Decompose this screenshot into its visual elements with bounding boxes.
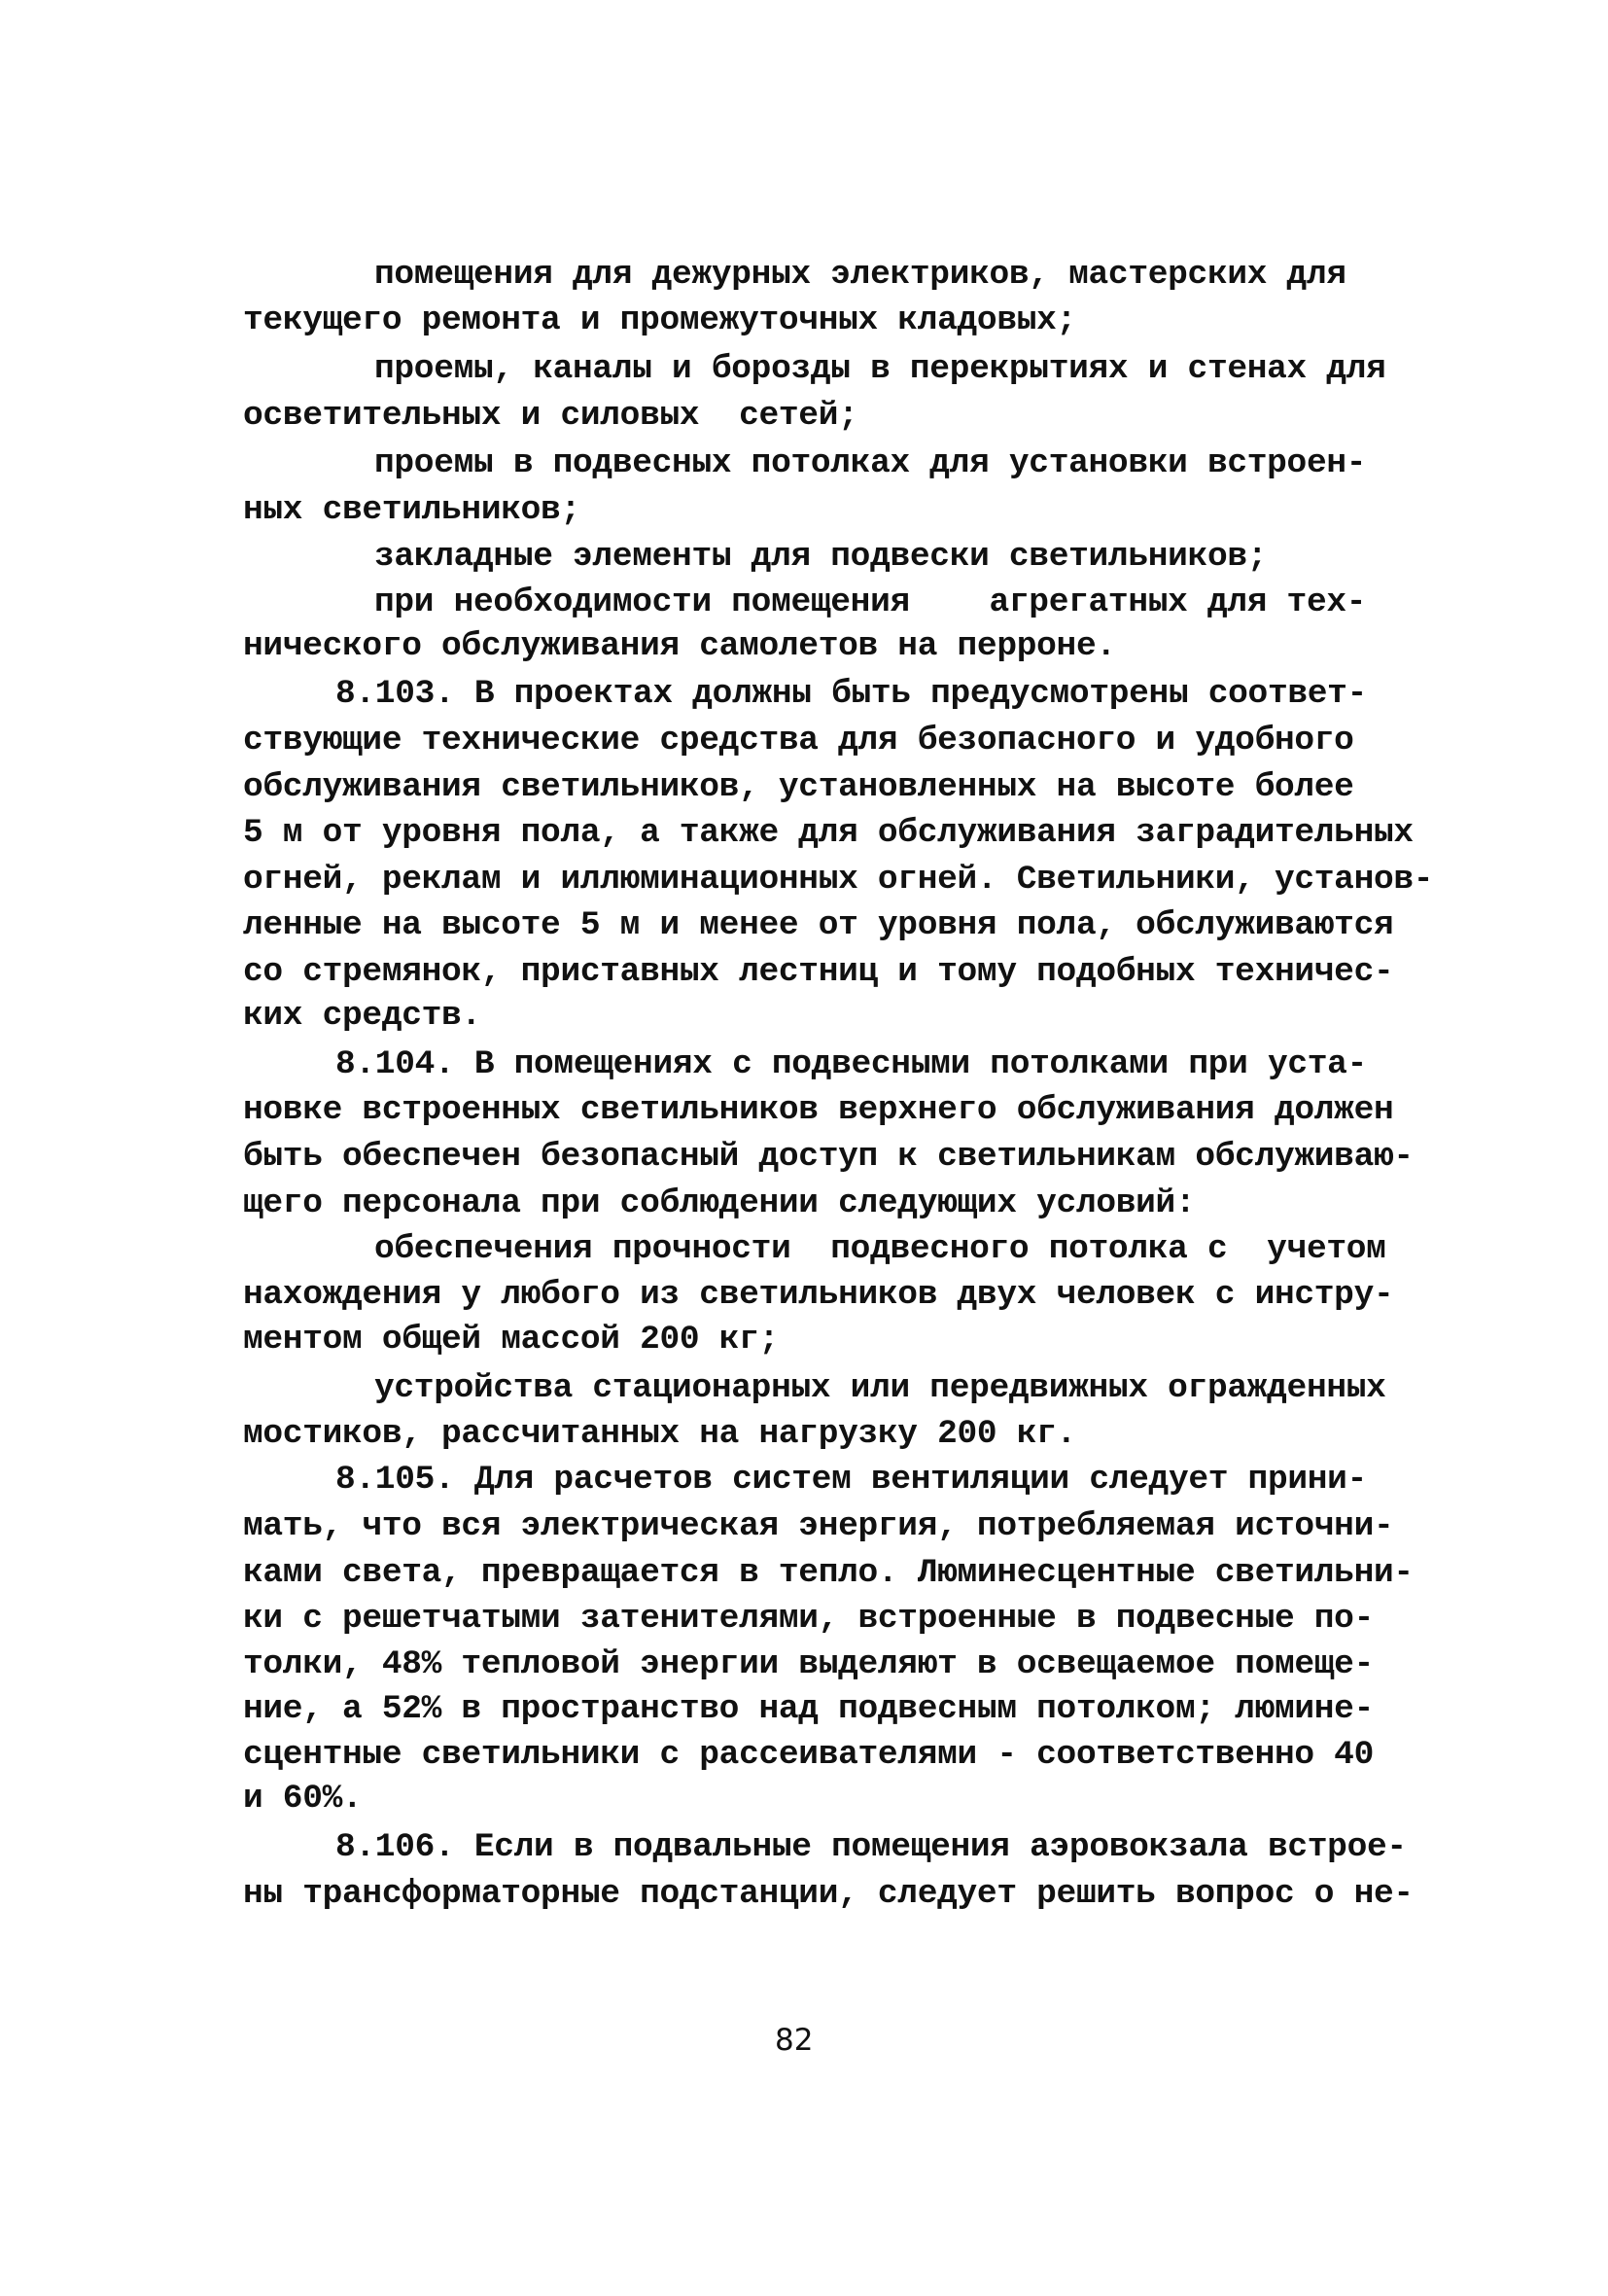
text-line: ких средств.	[243, 997, 481, 1035]
text-line: ками света, превращается в тепло. Люминесцентные светильни-	[243, 1554, 1414, 1592]
text-line: текущего ремонта и промежуточных кладовых;	[243, 301, 1076, 339]
text-line: ных светильников;	[243, 491, 580, 529]
text-line: обеспечения прочности подвесного потолка с учетом	[374, 1230, 1386, 1268]
text-line: 5 м от уровня пола, а также для обслуживания заградительных	[243, 814, 1414, 852]
text-line: со стремянок, приставных лестниц и тому подобных техничес-	[243, 953, 1394, 991]
text-line: толки, 48% тепловой энергии выделяют в освещаемое помеще-	[243, 1645, 1374, 1683]
text-line: обслуживания светильников, установленных на высоте более	[243, 768, 1354, 806]
text-line: ки с решетчатыми затенителями, встроенные в подвесные по-	[243, 1600, 1374, 1638]
text-line: ны трансформаторные подстанции, следует решить вопрос о не-	[243, 1875, 1414, 1913]
text-line: помещения для дежурных электриков, мастерских для	[374, 256, 1346, 294]
text-line: проемы, каналы и борозды в перекрытиях и стенах для	[374, 350, 1386, 388]
text-line: новке встроенных светильников верхнего обслуживания должен	[243, 1091, 1394, 1129]
text-line: огней, реклам и иллюминационных огней. Светильники, установ-	[243, 861, 1434, 899]
page-number: 82	[775, 2023, 814, 2058]
text-line: ментом общей массой 200 кг;	[243, 1321, 779, 1359]
text-line: и 60%.	[243, 1780, 363, 1818]
text-line: 8.106. Если в подвальные помещения аэровокзала встрое-	[335, 1828, 1407, 1866]
text-line: ствующие технические средства для безопасного и удобного	[243, 722, 1354, 759]
text-line: 8.103. В проектах должны быть предусмотрены соответ-	[335, 675, 1367, 713]
text-line: быть обеспечен безопасный доступ к светильникам обслуживаю-	[243, 1138, 1414, 1176]
text-line: щего персонала при соблюдении следующих условий:	[243, 1184, 1196, 1222]
text-line: нического обслуживания самолетов на перроне.	[243, 627, 1116, 665]
text-line: 8.105. Для расчетов систем вентиляции следует прини-	[335, 1461, 1367, 1499]
text-line: 8.104. В помещениях с подвесными потолками при уста-	[335, 1045, 1367, 1083]
text-line: нахождения у любого из светильников двух человек с инстру-	[243, 1276, 1394, 1314]
text-line: проемы в подвесных потолках для установки встроен-	[374, 444, 1367, 482]
text-line: устройства стационарных или передвижных огражденных	[374, 1369, 1386, 1407]
text-line: ленные на высоте 5 м и менее от уровня пола, обслуживаются	[243, 906, 1394, 944]
text-line: при необходимости помещения агрегатных для тех-	[374, 583, 1367, 621]
text-line: сцентные светильники с рассеивателями - соответственно 40	[243, 1736, 1374, 1774]
text-line: мать, что вся электрическая энергия, потребляемая источни-	[243, 1507, 1394, 1545]
text-line: ние, а 52% в пространство над подвесным потолком; люмине-	[243, 1690, 1374, 1728]
text-line: осветительных и силовых сетей;	[243, 397, 858, 435]
text-line: мостиков, рассчитанных на нагрузку 200 кг.	[243, 1415, 1076, 1453]
text-line: закладные элементы для подвески светильников;	[374, 538, 1268, 576]
